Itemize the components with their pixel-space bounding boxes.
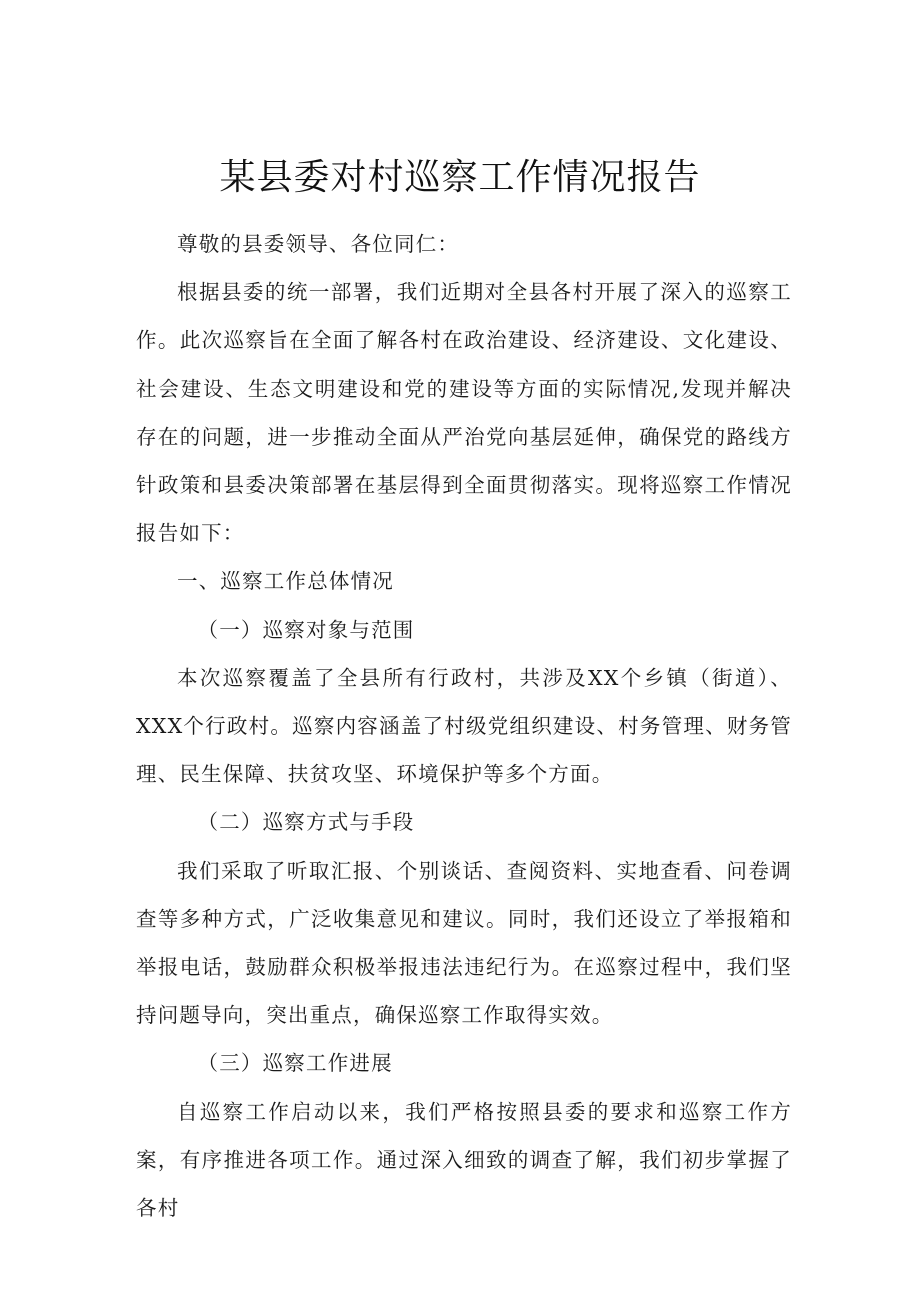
paragraph: 本次巡察覆盖了全县所有行政村，共涉及XX个乡镇（街道）、XXX个行政村。巡察内容涵盖了村级党组织建设、村务管理、财务管理、民生保障、扶贫攻坚、环境保护等多个方面。	[136, 665, 792, 787]
intro-paragraph: 根据县委的统一部署，我们近期对全县各村开展了深入的巡察工作。此次巡察旨在全面了解各村在政治建设、经济建设、文化建设、社会建设、生态文明建设和党的建设等方面的实际情况,发现并解决存在的问题，进一步推动全面从严治党向基层延伸，确保党的路线方针政策和县委决策部署在基层得到全面贯彻落实。现将巡察工作情况报告如下：	[136, 280, 792, 546]
subsection-heading: （三）巡察工作进展	[197, 1051, 393, 1076]
paragraph: 自巡察工作启动以来，我们严格按照县委的要求和巡察工作方案，有序推进各项工作。通过深入细致的调查了解，我们初步掌握了各村	[136, 1099, 792, 1221]
section-heading: 一、巡察工作总体情况	[177, 569, 394, 594]
document-title: 某县委对村巡察工作情况报告	[219, 157, 701, 198]
salutation: 尊敬的县委领导、各位同仁：	[177, 232, 460, 256]
subsection-heading: （二）巡察方式与手段	[197, 810, 415, 835]
subsection-heading: （一）巡察对象与范围	[197, 617, 415, 642]
document-body	[136, 220, 792, 1232]
paragraph: 我们采取了听取汇报、个别谈话、查阅资料、实地查看、问卷调查等多种方式，广泛收集意见和建议。同时，我们还设立了举报箱和举报电话，鼓励群众积极举报违法违纪行为。在巡察过程中，我们坚持问题导向，突出重点，确保巡察工作取得实效。	[136, 858, 792, 1028]
